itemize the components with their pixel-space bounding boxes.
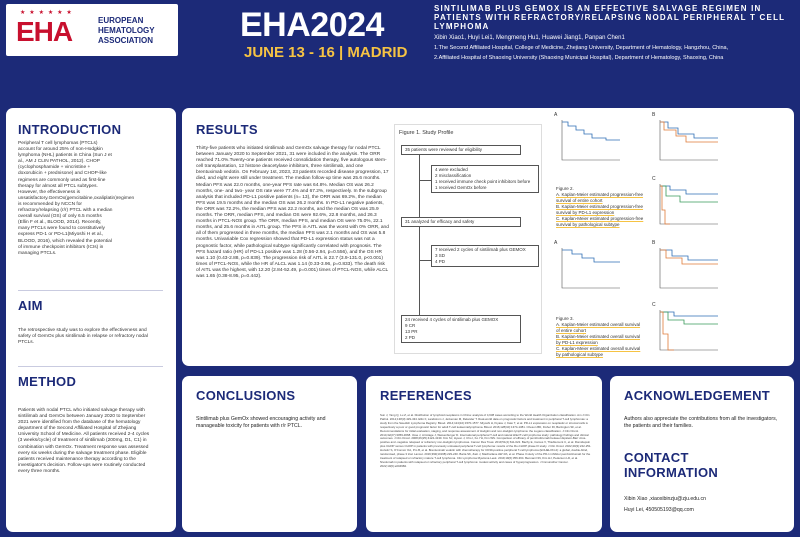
km-curve-svg bbox=[558, 244, 622, 294]
contact-title-line: CONTACT bbox=[624, 450, 689, 465]
method-text: Patients with nodal PTCL who initiated salvage therapy with sintilimab and GemOx between January 2020 to September 2021 were identified from the database of the hematology department of the Second Affiliated Hospital of Zhejiang University School of Medicine. All patients received 2-4 cycles (3 weeks/cycle) of treatment of sintilimab (200mg, D1, C1) in combination with GemOx. Treatment response was assessed every six weeks during the salvage treatment phase. Eligible patients received maintenance therapy according to the investigator's decision. Follow-ups were routinely conducted every three months. bbox=[18, 408, 150, 474]
caption-line: B. Kaplan-Meier estimated progression-free survival by PD-L1 expression bbox=[556, 204, 644, 215]
km-curve bbox=[660, 312, 718, 316]
introduction-title: INTRODUCTION bbox=[18, 122, 122, 137]
figure-3-caption bbox=[556, 316, 644, 358]
km-plot-os-subtype bbox=[656, 306, 720, 356]
affiliation: 2.Affiliated Hospital of Shaoxing University (Shaoxing Municipal Hospital), Department of Hematology, Shaoxing, China bbox=[434, 55, 724, 61]
results-text: Thirty-five patients who initiated sintilimab and GemOx salvage therapy for nodal PTCL between January 2020 to September 2021, 31 were included in the analysis. The ORR reached 71.0%.Twenty-one patients received consolidation therapy, five autologous stem-cell transplantation, 12 histone deacetylase inhibitors, three sintilimab, and one brentuximab vedotin. On February 1st, 2023, 23 patients recorded disease progression, 17 died, and eight were still under treatment. The median follow-up time was 25.6 months. Median PFS was 22.0 months, one-year PFS rate was 64.8%. Median OS was 26.2 months, one- and two- year OS rate were 77.4% and 67.2%, respectively. In the subgroup analysis that included PD-L1 positive patients (n= 13), the ORR was 69.2%, the median PFS was 19.5 months and the median OS was 26.2 months. In PD-L1 negative patients, the ORR was 72.2%, the median PFS was 22.2 months, and the median OS was 25.9 months. The ORR, median PFS, and median OS were 92.6%, 22.8 months, and 26.3 months in PTCL-NOS group. The ORR, median PFS, and median OS were 75.0%, 22.1 months, and 25.6 months in AITL group. The PFS in AITL was the worst with 0% ORR, and all of them progressed in three months, the median PFS was 2.1 months and OS was 5.8 months. Univariable Cox regression showed that PD-L1 expression status was not a prognostic factor, while pathological subtype significantly correlated with prognosis. The PFS hazard ratio (HR) of PD-L1 positive was 1.28 (0.56-2.94, p=0.556), and the OS HR was 1.10 (0.43-2.88, p=0.839). The progression risk of AITL is 22.7 (3.9-131.0, p<0.001) times of PTCL-NOS, while the HR of ALCL was 1.14 (0.33-3.96, p=0.833). The death risk of AITL was the highest, with 12.20 (2.84-52.49, p=0.001) times of PTCL-NOS, while ALCL was 1.65 (0.38-8.95, p=0.442). bbox=[196, 146, 389, 279]
km-curve bbox=[660, 312, 674, 350]
km-curve-svg bbox=[656, 116, 720, 166]
km-curve-svg bbox=[558, 116, 622, 166]
caption-line: A. Kaplan-Meier estimated progression-free survival of entire cohort bbox=[556, 192, 644, 203]
km-panel-label: B bbox=[652, 112, 656, 118]
results-title: RESULTS bbox=[196, 122, 258, 137]
references-text: Sun J, Yang Q, Lu Z, et al. Distribution of lymphoid neoplasms in China: analysis of 4,638 cases according to the World Health Organization classification. Am J Clin Pathol. 2012;138(3):429-434. Ellin F, Landstrom J, Jerkeman M, Relander T. Real-world data on prognostic factors and treatment in peripheral T-cell lymphomas: a study from the Swedish Lymphoma Registry. Blood. 2014;124(10):1570-1577. Miyoshi H, Kiyasu J, Kato T, et al. PD-L1 expression on neoplastic or stromal cells is respectively a poor or good prognostic factor for adult T-cell leukemia/lymphoma. Blood. 2016;128(10):1374-1381. Cheson BD, Fisher RI, Barrington SF, et al. Recommendations for initial evaluation, staging, and response assessment of Hodgkin and non-Hodgkin lymphoma: the Lugano classification. J Clin Oncol. 2014;32(27):3059-3068. Vose J, Armitage J, Weisenburger D. International peripheral T-cell and natural killer/T-cell lymphoma study: pathology findings and clinical outcomes. J Clin Oncol. 2008;26(25):4124-4130. Kim SJ, Hyeon J, Cho I, Ko YH, Kim WS. Comparison of efficacy of pembrolizumab between Epstein-Barr virus-positive and -negative relapsed or refractory non-Hodgkin lymphomas. Cancer Res Treat. 2019;51(2):611-622. Bachy E, Camus V, Thieblemont C, et al. Romidepsin plus CHOP versus CHOP in patients with previously untreated peripheral T-cell lymphoma: results of the Ro-CHOP phase III study. J Clin Oncol. 2022;40(3):242-251. Horwitz S, O'Connor OA, Pro B, et al. Brentuximab vedotin with chemotherapy for CD30-positive peripheral T-cell lymphoma (ECHELON-2): a global, double-blind, randomised, phase 3 trial. Lancet. 2019;393(10168):229-240. Barta SK, Zain J, MacFarlane AW 4th, et al. Phase II study of the PD-1 inhibitor pembrolizumab for the treatment of relapsed or refractory mature T-cell lymphoma. Clin Lymphoma Myeloma Leuk. 2019;19(6):356-364. Bennani NN, Kim HJ, Pederson LD, et al. Nivolumab in patients with relapsed or refractory peripheral T-cell lymphoma: modest activity and cases of hyperprogression. J Immunother Cancer. 2022;10(6):e004984. bbox=[380, 413, 592, 468]
contact-email[interactable]: Huyi Lei, 450505193@qq.com bbox=[624, 507, 694, 513]
conclusions-text: Sintilimab plus GemOx showed encouraging activity and manageable toxicity for patients with r/r PTCL. bbox=[196, 416, 326, 429]
km-curve bbox=[562, 250, 620, 262]
flowchart-title: Figure 1. Study Profile bbox=[399, 130, 454, 136]
caption-line: A. Kaplan-Meier estimated overall survival of entire cohort bbox=[556, 322, 641, 333]
flowchart-box-line: 2 misclassification bbox=[435, 173, 472, 178]
acknowledgement-panel bbox=[610, 376, 794, 532]
references-title: REFERENCES bbox=[380, 388, 472, 403]
divider bbox=[18, 366, 163, 367]
figure-2-caption bbox=[556, 186, 644, 228]
km-curve bbox=[660, 186, 718, 194]
contact-title-line: INFORMATION bbox=[624, 465, 719, 480]
km-plot-os-pdl1 bbox=[656, 244, 720, 294]
poster-header bbox=[0, 0, 800, 96]
contact-title bbox=[624, 450, 718, 480]
flowchart-box-reviewed: 35 patients were reviewed for eligibility bbox=[401, 145, 521, 155]
left-panel bbox=[6, 108, 176, 532]
references-panel bbox=[366, 376, 602, 532]
km-axes bbox=[660, 184, 718, 224]
flowchart-box-line: 9 CR bbox=[405, 323, 416, 328]
contact-details bbox=[624, 494, 706, 516]
caption-line: Figure 3. bbox=[556, 316, 574, 321]
authors: Xibin Xiao1, Huyi Lei1, Mengmeng Hu1, Huawei Jiang1, Panpan Chen1 bbox=[434, 35, 625, 41]
km-curve bbox=[660, 122, 718, 142]
aim-title: AIM bbox=[18, 298, 43, 313]
km-panel-label: A bbox=[554, 112, 558, 118]
method-title: METHOD bbox=[18, 374, 77, 389]
km-plot-os-entire bbox=[558, 244, 622, 294]
acknowledgement-title: ACKNOWLEDGEMENT bbox=[624, 388, 771, 403]
flowchart-box-line: 3 SD bbox=[435, 253, 446, 258]
logo-mark: EHA bbox=[16, 16, 73, 47]
flowchart-box-excluded bbox=[431, 165, 539, 193]
caption-line: C. Kaplan-Meier estimated overall survival by pathological subtype bbox=[556, 346, 641, 357]
km-curve bbox=[660, 250, 718, 260]
affiliation: 1.The Second Affiliated Hospital, College of Medicine, Zhejiang University, Department of Hematology, Hangzhou, China, bbox=[434, 45, 729, 51]
flowchart-box-line: 7 received 2 cycles of sintilimab plus GEMOX bbox=[435, 247, 526, 252]
flowchart-box-line: 1 received immune check point inhibitors before bbox=[435, 179, 531, 184]
conclusions-panel bbox=[182, 376, 357, 532]
flowchart-connector bbox=[419, 260, 431, 261]
flowchart-box-line: 1 received GemOx before bbox=[435, 185, 487, 190]
caption-line: C. Kaplan-Meier estimated progression-free survival by pathological subtype bbox=[556, 216, 644, 227]
study-profile-flowchart bbox=[394, 124, 542, 354]
km-axes bbox=[660, 248, 718, 288]
km-figures bbox=[552, 110, 788, 362]
km-plot-pfs-subtype bbox=[656, 180, 720, 230]
km-plot-pfs-entire bbox=[558, 116, 622, 166]
km-panel-label: C bbox=[652, 302, 656, 308]
flowchart-box-analyzed: 31 analyzed for efficacy and safety bbox=[401, 217, 521, 227]
divider bbox=[18, 290, 163, 291]
km-curve-svg bbox=[656, 244, 720, 294]
km-curve bbox=[660, 312, 718, 324]
flowchart-box-two-cycles bbox=[431, 245, 539, 267]
caption-line: Figure 2. bbox=[556, 186, 574, 191]
logo-text bbox=[98, 16, 155, 46]
km-curve-svg bbox=[656, 180, 720, 230]
logo-stars: ★ ★ ★ ★ ★ ★ bbox=[20, 9, 73, 16]
km-panel-label: A bbox=[554, 240, 558, 246]
acknowledgement-text: Authors also appreciate the contributions from all the investigators, the patients and their families. bbox=[624, 416, 778, 429]
flowchart-box-four-cycles bbox=[401, 315, 521, 343]
flowchart-connector bbox=[419, 155, 420, 217]
flowchart-connector bbox=[419, 180, 431, 181]
conclusions-title: CONCLUSIONS bbox=[196, 388, 296, 403]
flowchart-box-line: 4 were excluded bbox=[435, 167, 468, 172]
flowchart-box-line: 24 received 4 cycles of sintilimab plus GEMOX bbox=[405, 317, 499, 322]
km-curve bbox=[562, 122, 620, 140]
flowchart-box-line: 4 PD bbox=[435, 259, 446, 264]
congress-dates: JUNE 13 - 16 | MADRID bbox=[244, 44, 408, 61]
contact-email[interactable]: Xibin Xiao ,xiaoxibinzju@zju.edu.cn bbox=[624, 496, 706, 502]
aim-text: The retrospective study was to explore the effectiveness and safety of GemOx plus sintilimab in relapse or refractory nodal PTCLs. bbox=[18, 328, 148, 346]
caption-line: B. Kaplan-Meier estimated overall survival by PD-L1 expression bbox=[556, 334, 641, 345]
results-panel bbox=[182, 108, 794, 366]
logo-line: ASSOCIATION bbox=[98, 36, 153, 45]
logo-line: EUROPEAN bbox=[98, 16, 144, 25]
km-curve bbox=[660, 186, 670, 224]
km-axes bbox=[562, 248, 620, 288]
km-panel-label: B bbox=[652, 240, 656, 246]
km-panel-label: C bbox=[652, 176, 656, 182]
km-curve-svg bbox=[656, 306, 720, 356]
km-plot-pfs-pdl1 bbox=[656, 116, 720, 166]
km-axes bbox=[660, 120, 718, 160]
poster-title: SINTILIMAB PLUS GEMOX IS AN EFFECTIVE SALVAGE REGIMEN IN PATIENTS WITH REFRACTORY/RELAPSING NODAL PERIPHERAL T CELL LYMPHOMA bbox=[434, 4, 786, 31]
logo-line: HEMATOLOGY bbox=[98, 26, 155, 35]
km-curve bbox=[660, 250, 718, 264]
congress-title: EHA2024 bbox=[240, 6, 384, 44]
flowchart-box-line: 13 PR bbox=[405, 329, 418, 334]
eha-logo bbox=[6, 4, 178, 56]
flowchart-box-line: 2 PD bbox=[405, 335, 416, 340]
introduction-text: Peripheral T cell lymphomas (PTCLs) account for around 25% of non-Hodgkin lymphoma (NHL) patients in China (Sun J et al., AM J CLIN PATHOL, 2012). CHOP (cyclophosphamide + vincristine + doxorubicin + prednisone) and CHOP-like regimens are commonly used as first-line therapy for almost all PTCL subtypes. However, the effectiveness is unsatisfactory.GemOx(gemcitabine,oxaliplatin)regimen is recommended by NCCN for refractory/relapsing (r/r) PTCL with a median overall survival (OS) of only 6.5 months (Ellin F et al., BLOOD, 2014). Recently, many PTCLs were found to constitutively express PD-1 or PD-L1(Miyoshi H et al., BLOOD, 2016), which revealed the potential of immune checkpoint inhibitors (ICIs) in managing PTCLs. bbox=[18, 141, 135, 256]
